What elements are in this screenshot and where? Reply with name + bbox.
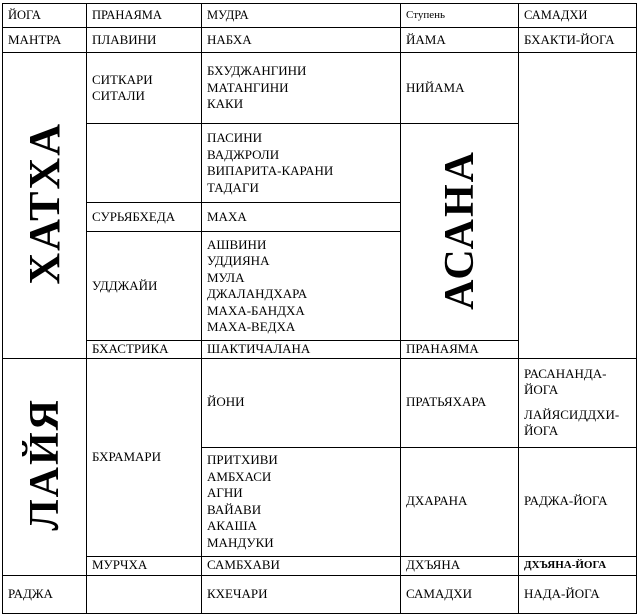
samadhi-bhakti-yoga: БХАКТИ-ЙОГА	[519, 28, 637, 53]
yoga-hatha-label: ХАТХА	[19, 121, 69, 285]
samadhi-rasananda-layasiddhi	[519, 358, 637, 447]
mudra-item: ВАЙАВИ	[207, 501, 262, 517]
stage-asana-label: АСАНА	[436, 149, 483, 310]
mudra-item: ПАСИНИ	[207, 130, 262, 145]
samadhi-line: ЙОГА	[524, 423, 559, 438]
mudra-group-1	[202, 53, 401, 124]
mudra-item: АКАША	[207, 518, 257, 533]
mudra-item: ПРИТХИВИ	[207, 452, 278, 467]
pranayama-suryabheda: СУРЬЯБХЕДА	[87, 203, 202, 232]
mudra-khechari: КХЕЧАРИ	[202, 575, 401, 613]
yoga-laya-label: ЛАЙЯ	[21, 397, 68, 531]
header-row	[3, 4, 637, 28]
stage-pratyahara: ПРАТЬЯХАРА	[401, 358, 519, 447]
laya-row-3	[3, 556, 637, 575]
stage-asana-cell	[401, 124, 519, 341]
stage-dhyana: ДХЪЯНА	[401, 556, 519, 575]
pranayama-bhramari: БХРАМАРИ	[87, 358, 202, 556]
mudra-shaktichalana: ШАКТИЧАЛАНА	[202, 341, 401, 359]
hatha-row-1	[3, 53, 637, 124]
pranayama-empty	[87, 124, 202, 203]
mudra-item: ДЖАЛАНДХАРА	[207, 286, 308, 301]
yoga-hatha-cell	[3, 53, 87, 359]
stage-dharana: ДХАРАНА	[401, 447, 519, 556]
pranayama-item: СИТАЛИ	[92, 88, 145, 103]
samadhi-hatha-empty	[519, 53, 637, 359]
mudra-item: АШВИНИ	[207, 236, 267, 252]
mudra-item: БХУДЖАНГИНИ	[207, 63, 307, 79]
mudra-item: МАНДУКИ	[207, 534, 274, 550]
mudra-sambhavi: САМБХАВИ	[202, 556, 401, 575]
samadhi-line: РАСАНАНДА-	[524, 365, 607, 381]
pranayama-item: СИТКАРИ	[92, 71, 153, 87]
stage-yama: ЙАМА	[401, 28, 519, 53]
pranayama-bhastrika: БХАСТРИКА	[87, 341, 202, 359]
stage-niyama: НИЙАМА	[401, 53, 519, 124]
header-pranayama: ПРАНАЯМА	[87, 4, 202, 28]
pranayama-raja-empty	[87, 575, 202, 613]
mudra-yoni: ЙОНИ	[202, 358, 401, 447]
mudra-item: МАХА-ВЕДХА	[207, 319, 296, 334]
stage-pranayama: ПРАНАЯМА	[401, 341, 519, 359]
mudra-item: МАХА-БАНДХА	[207, 302, 305, 318]
pranayama-sitkari-sitali	[87, 53, 202, 124]
mudra-maha: МАХА	[202, 203, 401, 232]
samadhi-line: ЛАЙЯСИДДХИ-	[524, 406, 620, 422]
mudra-elements	[202, 447, 401, 556]
yoga-table	[2, 3, 637, 614]
mudra-item: АГНИ	[207, 485, 243, 500]
header-yoga: ЙОГА	[3, 4, 87, 28]
mudra-item: ВАДЖРОЛИ	[207, 146, 280, 162]
samadhi-dhyana-yoga: ДХЪЯНА-ЙОГА	[519, 556, 637, 575]
header-mudra: МУДРА	[202, 4, 401, 28]
samadhi-line: ЙОГА	[524, 382, 559, 397]
mudra-item: МАТАНГИНИ	[207, 79, 289, 95]
mudra-item: ТАДАГИ	[207, 179, 259, 195]
yoga-mantra: МАНТРА	[3, 28, 87, 53]
mudra-item: МУЛА	[207, 269, 245, 285]
pranayama-ujjayi: УДДЖАЙИ	[87, 232, 202, 341]
pranayama-murchha: МУРЧХА	[87, 556, 202, 575]
mudra-item: УДДИЯНА	[207, 253, 270, 268]
yoga-raja: РАДЖА	[3, 575, 87, 613]
mudra-item: КАКИ	[207, 96, 244, 112]
samadhi-raja-yoga: РАДЖА-ЙОГА	[519, 447, 637, 556]
header-samadhi: САМАДХИ	[519, 4, 637, 28]
mudra-item: ВИПАРИТА-КАРАНИ	[207, 163, 334, 178]
samadhi-nada-yoga: НАДА-ЙОГА	[519, 575, 637, 613]
yoga-laya-cell	[3, 358, 87, 575]
laya-row-1	[3, 358, 637, 447]
samadhi-line	[524, 399, 636, 407]
raja-row	[3, 575, 637, 613]
mudra-group-4	[202, 232, 401, 341]
pranayama-plavini: ПЛАВИНИ	[87, 28, 202, 53]
mudra-group-2	[202, 124, 401, 203]
stage-samadhi: САМАДХИ	[401, 575, 519, 613]
mudra-item: АМБХАСИ	[207, 468, 272, 484]
mantra-row	[3, 28, 637, 53]
header-stage: Ступень	[401, 4, 519, 28]
mudra-nabha: НАБХА	[202, 28, 401, 53]
